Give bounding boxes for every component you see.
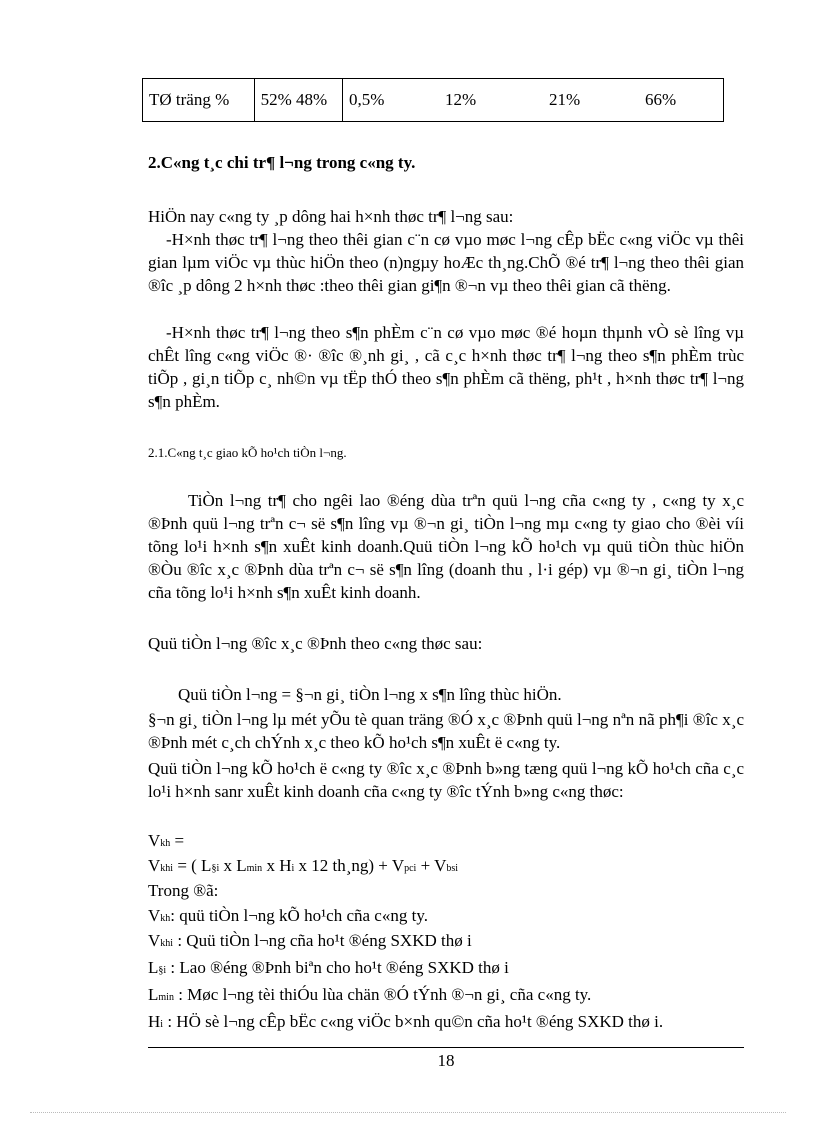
- trong-do-label: Trong ®ã:: [148, 881, 219, 900]
- definition-item: Lmin : Møc l¬ng tèi thiÓu lùa chän ®Ó tÝnh ®¬n gi¸ cña c«ng ty.: [148, 985, 592, 1004]
- table-cell: 48%: [296, 90, 328, 109]
- paragraph: Quü tiÒn l¬ng kÕ ho¹ch ë c«ng ty ®îc x¸c ®Þnh b»ng tæng quü l¬ng kÕ ho¹ch cña c¸c lo¹i h×nh sanr xuÊt kinh doanh cña c«ng ty ®îc tÝnh b»ng c«ng thøc:: [148, 759, 744, 801]
- paragraph: -H×nh thøc tr¶ l¬ng theo thêi gian c¨n cø vµo møc l¬ng cÊp bËc c«ng viÖc vµ thêi gian lµm viÖc vµ thùc hiÖn theo (n)ngµy hoÆc th¸ng.ChÕ ®é tr¶ l¬ng theo thêi gian ®îc ¸p dông 2 h×nh thøc :theo thêi gian gi¶n ®¬n vµ theo thêi gian cã thëng.: [148, 230, 744, 295]
- page-edge-divider: [30, 1112, 786, 1113]
- paragraph: HiÖn nay c«ng ty ¸p dông hai h×nh thøc tr¶ l¬ng sau:: [148, 207, 514, 226]
- table-cell: 66%: [645, 90, 677, 109]
- percentage-table: [142, 78, 724, 122]
- table-cell-group: [343, 79, 724, 122]
- table-cell: 12%: [445, 90, 477, 109]
- section-heading: 2.C«ng t¸c chi tr¶ l¬ng trong c«ng ty.: [148, 153, 416, 172]
- table-row: [143, 79, 724, 122]
- paragraph: §¬n gi¸ tiÒn l¬ng lµ mét yÕu tè quan träng ®Ó x¸c ®Þnh quü l¬ng nªn nã ph¶i ®îc x¸c ®Þnh mét c¸ch chÝnh x¸c theo kÕ ho¹ch s¶n xuÊt ë c«ng ty.: [148, 710, 744, 752]
- sub-heading: 2.1.C«ng t¸c giao kÕ ho¹ch tiÒn l¬ng.: [148, 445, 347, 460]
- paragraph: -H×nh thøc tr¶ l¬ng theo s¶n phÈm c¨n cø vµo møc ®é hoµn thµnh vÒ sè lîng vµ chÊt lîng c«ng viÖc ®· ®îc ®¸nh gi¸ , cã c¸c h×nh thøc tr¶ l¬ng theo s¶n phÈm trùc tiÕp , gi¸n tiÕp c¸ nh©n vµ tËp thÓ theo s¶n phÈm cã thëng, ph¹t , h×nh thøc tr¶ l¬ng s¶n phÈm.: [148, 323, 744, 411]
- table-label-cell: TØ träng %: [143, 79, 255, 122]
- page-number: 18: [437, 1051, 455, 1070]
- definition-item: Vkhi : Quü tiÒn l¬ng cña ho¹t ®éng SXKD thø i: [148, 931, 472, 950]
- definition-item: L§i : Lao ®éng ®Þnh biªn cho ho¹t ®éng SXKD thø i: [148, 958, 509, 977]
- formula-vkh: Vkh =: [148, 831, 185, 850]
- paragraph: TiÒn l¬ng tr¶ cho ngêi lao ®éng dùa trªn quü l¬ng cña c«ng ty , c«ng ty x¸c ®Þnh quü l¬ng trªn c¬ së s¶n lîng vµ ®¬n gi¸ tiÒn l¬ng mµ c«ng ty giao cho ®èi víi tõng lo¹i h×nh s¶n xuÊt kinh doanh.Quü tiÒn l¬ng kÕ ho¹ch vµ quü tiÒn thùc hiÖn ®Òu ®îc x¸c ®Þnh dùa trªn c¬ së s¶n lîng (doanh thu , l·i gép) vµ ®¬n gi¸ tiÒn l¬ng cña tõng lo¹i h×nh s¶n xuÊt kinh doanh.: [148, 491, 744, 602]
- table-cell: 52%: [260, 90, 292, 109]
- paragraph: Quü tiÒn l¬ng ®îc x¸c ®Þnh theo c«ng thøc sau:: [148, 634, 483, 653]
- footer-rule: [148, 1047, 744, 1048]
- definition-item: Hi : HÖ sè l¬ng cÊp bËc c«ng viÖc b×nh qu©n cña ho¹t ®éng SXKD thø i.: [148, 1012, 664, 1031]
- table-cell: 0,5%: [349, 90, 385, 109]
- formula-vkhi: Vkhi = ( L§i x Lmin x Hi x 12 th¸ng) + Vpci + Vbsi: [148, 856, 459, 875]
- definition-item: Vkh: quü tiÒn l¬ng kÕ ho¹ch cña c«ng ty.: [148, 906, 428, 925]
- formula: Quü tiÒn l¬ng = §¬n gi¸ tiÒn l¬ng x s¶n lîng thùc hiÖn.: [178, 685, 562, 704]
- table-cell-pair: [254, 79, 342, 122]
- table-cell: 21%: [549, 90, 581, 109]
